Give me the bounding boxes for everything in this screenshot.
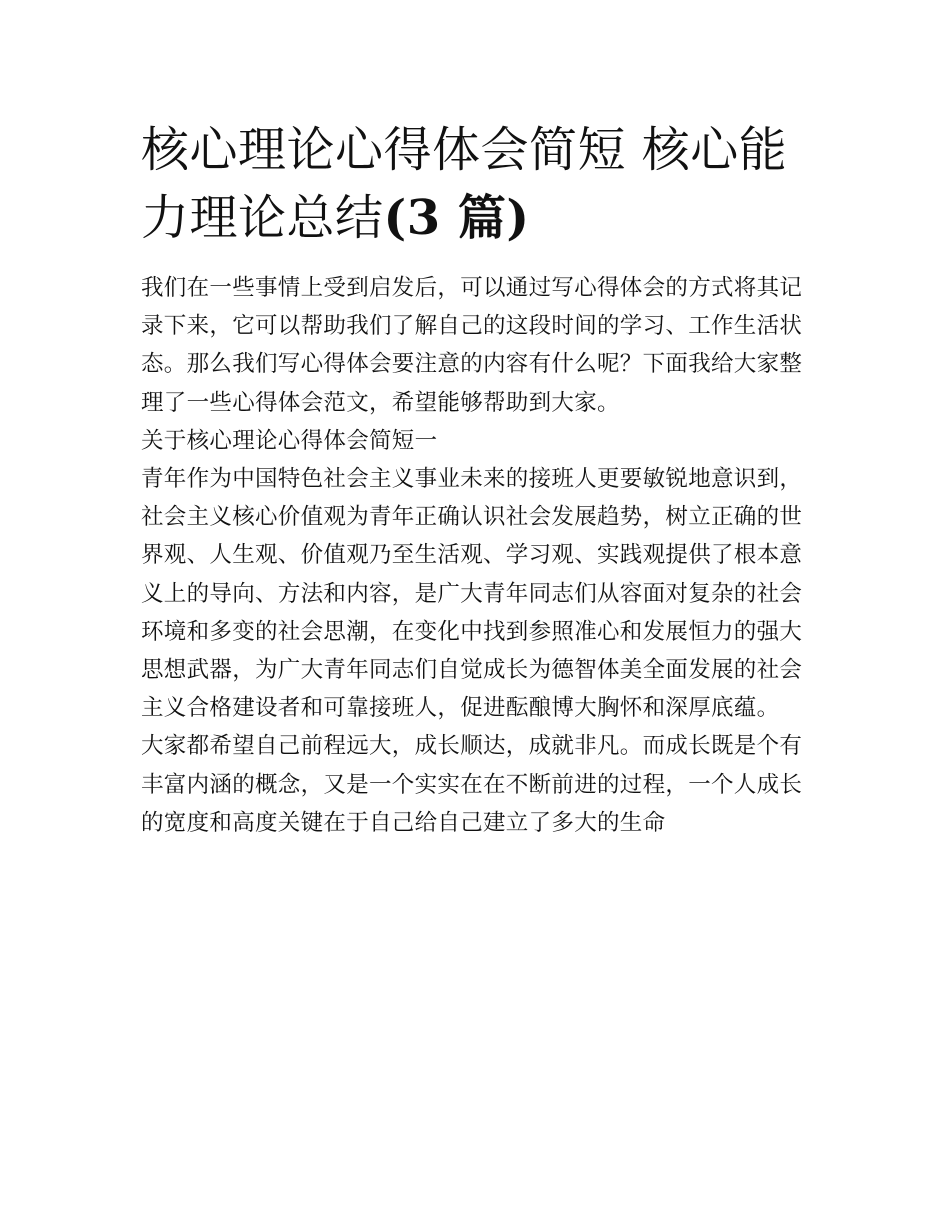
document-page xyxy=(141,116,813,842)
document-title xyxy=(141,116,813,252)
intro-paragraph: 我们在一些事情上受到启发后，可以通过写心得体会的方式将其记录下来，它可以帮助我们了解自己的这段时间的学习、工作生活状态。那么我们写心得体会要注意的内容有什么呢？下面我给大家整理了一些心得体会范文，希望能够帮助到大家。 xyxy=(141,275,803,416)
title-main: 核心理论心得体会简短 核心能力理论总结 xyxy=(141,122,788,246)
title-suffix: (3 篇) xyxy=(383,190,530,246)
body-paragraph: 青年作为中国特色社会主义事业未来的接班人更要敏锐地意识到，社会主义核心价值观为青年正确认识社会发展趋势，树立正确的世界观、人生观、价值观乃至生活观、学习观、实践观提供了根本意义上的导向、方法和内容，是广大青年同志们从容面对复杂的社会环境和多变的社会思潮，在变化中找到参照准心和发展恒力的强大思想武器，为广大青年同志们自觉成长为德智体美全面发展的社会主义合格建设者和可靠接班人，促进酝酿博大胸怀和深厚底蕴。 xyxy=(141,466,803,722)
section-heading: 关于核心理论心得体会简短一 xyxy=(141,427,438,454)
body-paragraph: 大家都希望自己前程远大，成长顺达，成就非凡。而成长既是个有丰富内涵的概念，又是一个实实在在不断前进的过程，一个人成长的宽度和高度关键在于自己给自己建立了多大的生命 xyxy=(141,733,803,836)
document-body xyxy=(141,269,813,842)
